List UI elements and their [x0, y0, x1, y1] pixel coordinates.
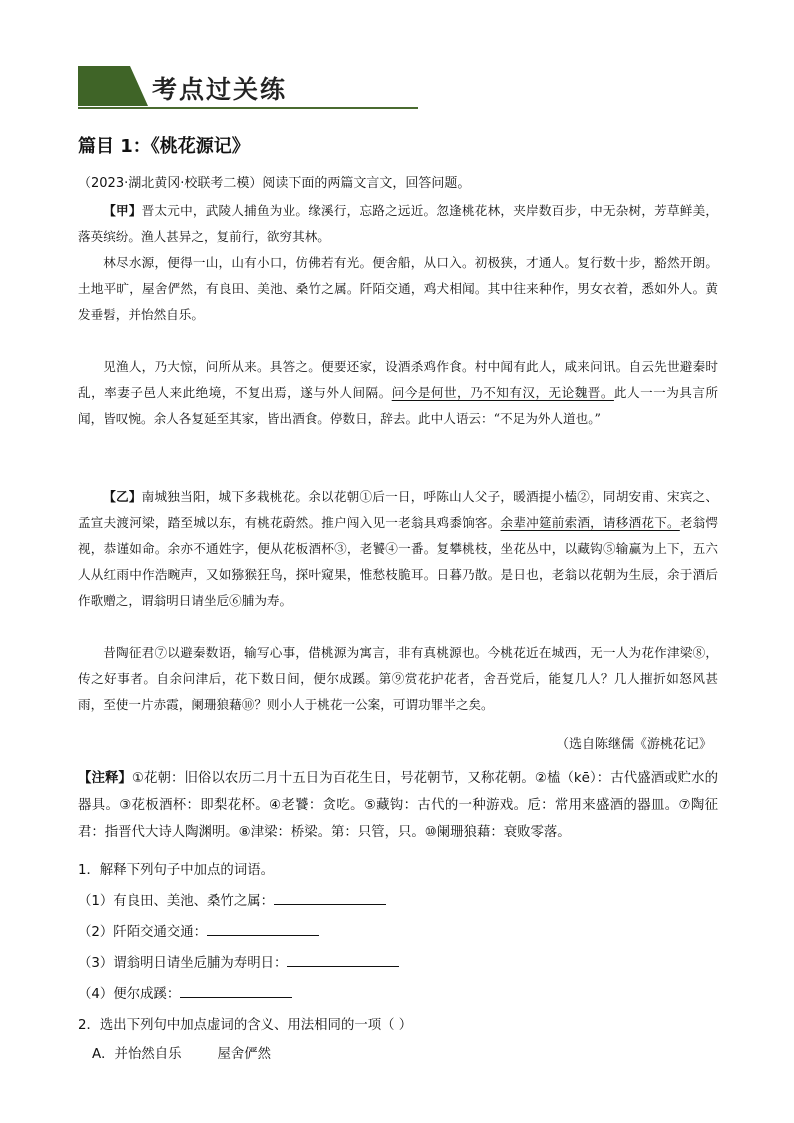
- question-1: 1．解释下列句子中加点的词语。: [78, 863, 274, 878]
- question-1-2-text: （2）阡陌交通交通：: [78, 925, 208, 940]
- answer-blank-1[interactable]: [274, 890, 386, 905]
- section-banner: [78, 66, 418, 110]
- banner-title: 考点过关练: [152, 75, 288, 104]
- banner-block: [78, 66, 150, 106]
- question-1-1-text: （1）有良田、美池、桑竹之属：: [78, 894, 274, 909]
- question-1-3: [78, 952, 399, 971]
- question-intro: （2023·湖北黄冈·校联考二模）阅读下面的两篇文言文，回答问题。: [78, 176, 471, 191]
- section-title: 篇目 1：《桃花源记》: [78, 136, 250, 157]
- question-1-1: [78, 890, 386, 909]
- answer-blank-2[interactable]: [207, 921, 319, 936]
- annotations-label: 【注释】: [78, 771, 132, 786]
- passage-yi-underlined: 余辈冲筵前索酒，请移酒花下。: [500, 515, 680, 530]
- passage-jia-label: 【甲】: [103, 203, 142, 218]
- option-a-label: A．并怡然自乐: [92, 1047, 182, 1062]
- answer-blank-3[interactable]: [287, 952, 399, 967]
- passage-jia-p2: [78, 250, 718, 328]
- passage-yi-text-2: 昔陶征君⑦以避秦数语，输写心事，借桃源为寓言，非有真桃源也。今桃花近在城西，无一人为花作津梁⑧，传之好事者。自余问津后，花下数日间，便尔成蹊。第⑨赏花护花者，舍吾党后，能复几人？几人摧折如怒风甚雨，至使一片赤霞，阑珊狼藉⑩？则小人于桃花一公案，可谓功罪半之矣。: [78, 645, 718, 712]
- question-2: 2．选出下列句中加点虚词的含义、用法相同的一项（ ）: [78, 1018, 413, 1033]
- passage-yi-text-1b: 老翁愕视，恭谨如命。余亦不通姓字，便从花板酒杯③，老饕④一番。复攀桃枝，坐花丛中，以藏钩⑤输赢为上下，五六人从红雨中作浩畹声，又如猕猴狂鸟，探叶窥果，惟愁枝脆耳。日暮乃散。是日也，老翁以花朝为生辰，余于酒后作歌赠之，谓翁明日请坐卮⑥脯为寿。: [78, 515, 719, 608]
- passage-jia-text-1: 晋太元中，武陵人捕鱼为业。缘溪行，忘路之远近。忽逢桃花林，夹岸数百步，中无杂树，芳草鲜美，落英缤纷。渔人甚异之，复前行，欲穷其林。: [78, 203, 719, 244]
- passage-yi-label: 【乙】: [103, 489, 142, 504]
- question-1-2: [78, 921, 319, 940]
- question-1-4-text: （4）便尔成蹊：: [78, 987, 181, 1002]
- passage-jia-text-2: 林尽水源，便得一山，山有小口，仿佛若有光。便舍船，从口入。初极狭，才通人。复行数十步，豁然开朗。土地平旷，屋舍俨然，有良田、美池、桑竹之属。阡陌交通，鸡犬相闻。其中往来种作，男女衣着，悉如外人。黄发垂髫，并怡然自乐。: [78, 255, 718, 322]
- annotations: [78, 765, 718, 846]
- passage-jia-p1: [78, 198, 718, 250]
- question-1-4: [78, 983, 292, 1002]
- question-1-3-text: （3）谓翁明日请坐卮脯为寿明日：: [78, 956, 288, 971]
- passage-yi-text-1a: 南城独当阳，城下多栽桃花。余以花朝①后一日，呼陈山人父子，暖酒提小榼②，同胡安甫、宋宾之、孟宣夫渡河梁，踏至城以东，有桃花蔚然。推户闯入见一老翁具鸡黍饷客。: [78, 489, 719, 530]
- passage-source: （选自陈继儒《游桃花记》: [555, 737, 712, 752]
- answer-blank-4[interactable]: [180, 983, 292, 998]
- annotations-text: ①花朝：旧俗以农历二月十五日为百花生日，号花朝节，又称花朝。②榼（kē）：古代盛酒或贮水的器具。③花板酒杯：即梨花杯。④老饕：贪吃。⑤藏钩：古代的一种游戏。卮：常用来盛酒的器皿。⑦陶征君：指晋代大诗人陶渊明。⑧津梁：桥梁。第：只管，只。⑩阑珊狼藉：衰败零落。: [78, 771, 718, 840]
- passage-jia-underlined: 问今是何世，乃不知有汉，无论魏晋。: [391, 385, 614, 400]
- passage-yi-p2: [78, 640, 718, 718]
- banner-divider: [78, 107, 418, 109]
- passage-yi-p1: [78, 484, 718, 614]
- passage-jia-text-3b: 此人一一为具言所闻，皆叹惋。余人各复延至其家，皆出酒食。停数日，辞去。此中人语云：“不足为外人道也。”: [78, 385, 719, 426]
- question-2-option-a[interactable]: [92, 1043, 271, 1062]
- option-a-pair: 屋舍俨然: [217, 1047, 272, 1062]
- passage-jia-text-3a: 见渔人，乃大惊，问所从来。具答之。便要还家，设酒杀鸡作食。村中闻有此人，咸来问讯。自云先世避秦时乱，率妻子邑人来此绝境，不复出焉，遂与外人间隔。: [78, 359, 718, 400]
- passage-jia-p3: [78, 354, 718, 432]
